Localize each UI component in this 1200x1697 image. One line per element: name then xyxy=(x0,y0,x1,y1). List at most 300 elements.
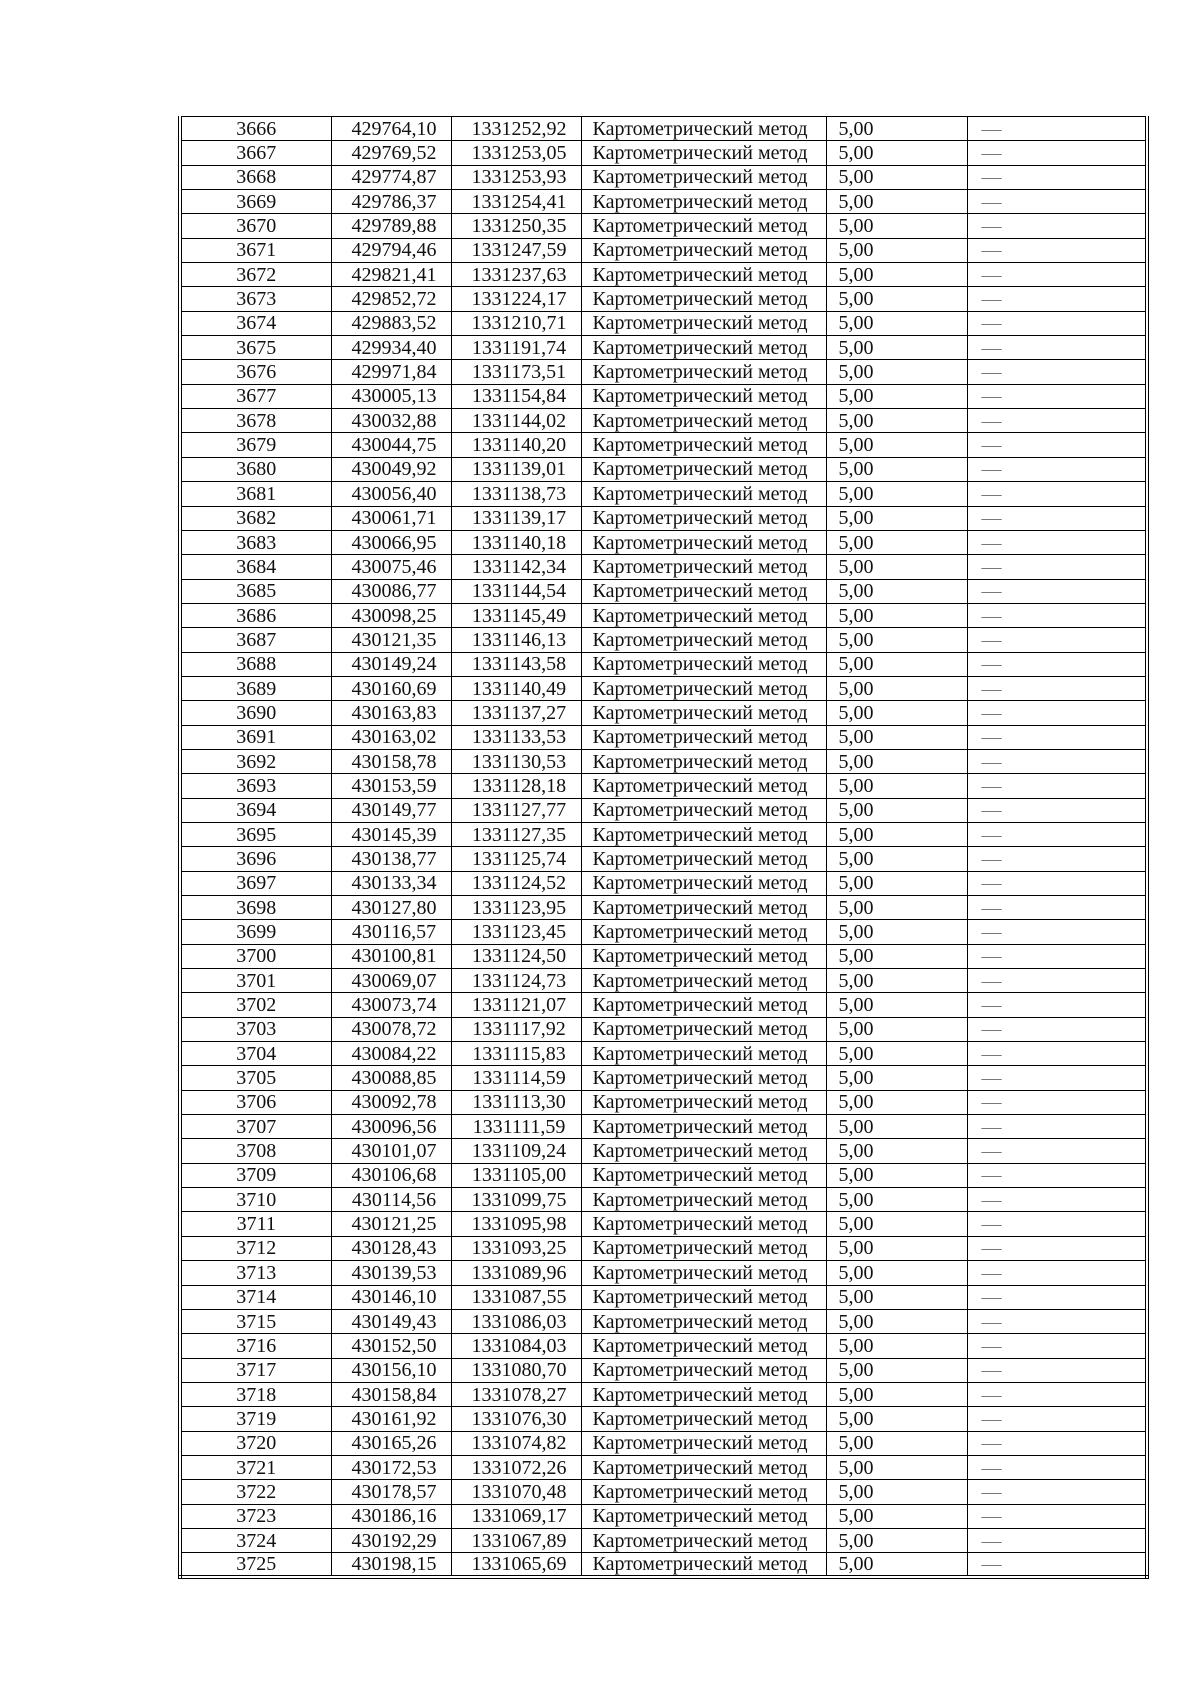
point-number-cell: 3701 xyxy=(180,969,331,993)
note-cell: — xyxy=(967,725,1147,749)
table-row xyxy=(180,1528,1147,1552)
table-row xyxy=(180,1334,1147,1358)
x-coordinate-cell: 430056,40 xyxy=(331,482,451,506)
table-row xyxy=(180,749,1147,773)
point-number-cell: 3694 xyxy=(180,798,331,822)
table-row xyxy=(180,165,1147,189)
method-cell: Картометрический метод xyxy=(581,1066,826,1090)
x-coordinate-cell: 430163,83 xyxy=(331,701,451,725)
point-number-cell: 3676 xyxy=(180,360,331,384)
method-cell: Картометрический метод xyxy=(581,920,826,944)
y-coordinate-cell: 1331237,63 xyxy=(451,263,581,287)
method-cell: Картометрический метод xyxy=(581,1139,826,1163)
method-cell: Картометрический метод xyxy=(581,384,826,408)
accuracy-cell: 5,00 xyxy=(826,1188,967,1212)
note-cell: — xyxy=(967,1455,1147,1479)
point-number-cell: 3677 xyxy=(180,384,331,408)
note-cell: — xyxy=(967,749,1147,773)
accuracy-cell: 5,00 xyxy=(826,1163,967,1187)
x-coordinate-cell: 430101,07 xyxy=(331,1139,451,1163)
table-row xyxy=(180,1212,1147,1236)
y-coordinate-cell: 1331133,53 xyxy=(451,725,581,749)
point-number-cell: 3669 xyxy=(180,190,331,214)
x-coordinate-cell: 430106,68 xyxy=(331,1163,451,1187)
y-coordinate-cell: 1331078,27 xyxy=(451,1382,581,1406)
note-cell: — xyxy=(967,555,1147,579)
point-number-cell: 3696 xyxy=(180,847,331,871)
table-row xyxy=(180,1431,1147,1455)
point-number-cell: 3678 xyxy=(180,409,331,433)
note-cell: — xyxy=(967,214,1147,238)
table-row xyxy=(180,1042,1147,1066)
x-coordinate-cell: 430049,92 xyxy=(331,457,451,481)
point-number-cell: 3708 xyxy=(180,1139,331,1163)
table-row xyxy=(180,1261,1147,1285)
note-cell: — xyxy=(967,652,1147,676)
y-coordinate-cell: 1331074,82 xyxy=(451,1431,581,1455)
method-cell: Картометрический метод xyxy=(581,1431,826,1455)
method-cell: Картометрический метод xyxy=(581,1407,826,1431)
method-cell: Картометрический метод xyxy=(581,1115,826,1139)
accuracy-cell: 5,00 xyxy=(826,1261,967,1285)
method-cell: Картометрический метод xyxy=(581,628,826,652)
y-coordinate-cell: 1331114,59 xyxy=(451,1066,581,1090)
table-row xyxy=(180,993,1147,1017)
y-coordinate-cell: 1331210,71 xyxy=(451,311,581,335)
x-coordinate-cell: 429774,87 xyxy=(331,165,451,189)
x-coordinate-cell: 430138,77 xyxy=(331,847,451,871)
accuracy-cell: 5,00 xyxy=(826,725,967,749)
table-row xyxy=(180,336,1147,360)
x-coordinate-cell: 429852,72 xyxy=(331,287,451,311)
point-number-cell: 3710 xyxy=(180,1188,331,1212)
method-cell: Картометрический метод xyxy=(581,896,826,920)
table-row xyxy=(180,384,1147,408)
accuracy-cell: 5,00 xyxy=(826,1309,967,1333)
method-cell: Картометрический метод xyxy=(581,336,826,360)
y-coordinate-cell: 1331111,59 xyxy=(451,1115,581,1139)
x-coordinate-cell: 430178,57 xyxy=(331,1480,451,1504)
note-cell: — xyxy=(967,360,1147,384)
accuracy-cell: 5,00 xyxy=(826,1212,967,1236)
point-number-cell: 3715 xyxy=(180,1309,331,1333)
x-coordinate-cell: 429764,10 xyxy=(331,117,451,141)
method-cell: Картометрический метод xyxy=(581,238,826,262)
accuracy-cell: 5,00 xyxy=(826,1042,967,1066)
table-row xyxy=(180,701,1147,725)
method-cell: Картометрический метод xyxy=(581,457,826,481)
table-row xyxy=(180,1017,1147,1041)
accuracy-cell: 5,00 xyxy=(826,1480,967,1504)
note-cell: — xyxy=(967,530,1147,554)
note-cell: — xyxy=(967,871,1147,895)
point-number-cell: 3693 xyxy=(180,774,331,798)
table-row xyxy=(180,1115,1147,1139)
accuracy-cell: 5,00 xyxy=(826,530,967,554)
accuracy-cell: 5,00 xyxy=(826,871,967,895)
method-cell: Картометрический метод xyxy=(581,822,826,846)
y-coordinate-cell: 1331089,96 xyxy=(451,1261,581,1285)
method-cell: Картометрический метод xyxy=(581,1017,826,1041)
accuracy-cell: 5,00 xyxy=(826,1236,967,1260)
note-cell: — xyxy=(967,117,1147,141)
point-number-cell: 3666 xyxy=(180,117,331,141)
table-row xyxy=(180,1382,1147,1406)
note-cell: — xyxy=(967,603,1147,627)
note-cell: — xyxy=(967,676,1147,700)
note-cell: — xyxy=(967,1334,1147,1358)
y-coordinate-cell: 1331247,59 xyxy=(451,238,581,262)
table-row xyxy=(180,774,1147,798)
x-coordinate-cell: 429794,46 xyxy=(331,238,451,262)
method-cell: Картометрический метод xyxy=(581,1382,826,1406)
method-cell: Картометрический метод xyxy=(581,774,826,798)
y-coordinate-cell: 1331130,53 xyxy=(451,749,581,773)
table-row xyxy=(180,896,1147,920)
table-row xyxy=(180,920,1147,944)
y-coordinate-cell: 1331084,03 xyxy=(451,1334,581,1358)
accuracy-cell: 5,00 xyxy=(826,336,967,360)
x-coordinate-cell: 430116,57 xyxy=(331,920,451,944)
table-row xyxy=(180,1553,1147,1577)
table-row xyxy=(180,847,1147,871)
table-row xyxy=(180,1504,1147,1528)
y-coordinate-cell: 1331140,20 xyxy=(451,433,581,457)
x-coordinate-cell: 430133,34 xyxy=(331,871,451,895)
point-number-cell: 3689 xyxy=(180,676,331,700)
table-row xyxy=(180,214,1147,238)
x-coordinate-cell: 429786,37 xyxy=(331,190,451,214)
x-coordinate-cell: 430156,10 xyxy=(331,1358,451,1382)
table-row xyxy=(180,1163,1147,1187)
table-row xyxy=(180,190,1147,214)
x-coordinate-cell: 430073,74 xyxy=(331,993,451,1017)
table-row xyxy=(180,1480,1147,1504)
y-coordinate-cell: 1331072,26 xyxy=(451,1455,581,1479)
table-row xyxy=(180,1309,1147,1333)
table-row xyxy=(180,1285,1147,1309)
note-cell: — xyxy=(967,920,1147,944)
method-cell: Картометрический метод xyxy=(581,969,826,993)
method-cell: Картометрический метод xyxy=(581,530,826,554)
y-coordinate-cell: 1331139,01 xyxy=(451,457,581,481)
method-cell: Картометрический метод xyxy=(581,871,826,895)
y-coordinate-cell: 1331191,74 xyxy=(451,336,581,360)
point-number-cell: 3722 xyxy=(180,1480,331,1504)
y-coordinate-cell: 1331127,77 xyxy=(451,798,581,822)
table-row xyxy=(180,555,1147,579)
y-coordinate-cell: 1331144,02 xyxy=(451,409,581,433)
point-number-cell: 3724 xyxy=(180,1528,331,1552)
x-coordinate-cell: 430092,78 xyxy=(331,1090,451,1114)
x-coordinate-cell: 430158,84 xyxy=(331,1382,451,1406)
method-cell: Картометрический метод xyxy=(581,1553,826,1577)
accuracy-cell: 5,00 xyxy=(826,579,967,603)
note-cell: — xyxy=(967,798,1147,822)
note-cell: — xyxy=(967,482,1147,506)
method-cell: Картометрический метод xyxy=(581,1212,826,1236)
table-row xyxy=(180,1236,1147,1260)
x-coordinate-cell: 430086,77 xyxy=(331,579,451,603)
table-row xyxy=(180,676,1147,700)
x-coordinate-cell: 430186,16 xyxy=(331,1504,451,1528)
note-cell: — xyxy=(967,1115,1147,1139)
point-number-cell: 3686 xyxy=(180,603,331,627)
y-coordinate-cell: 1331154,84 xyxy=(451,384,581,408)
y-coordinate-cell: 1331076,30 xyxy=(451,1407,581,1431)
x-coordinate-cell: 430149,43 xyxy=(331,1309,451,1333)
accuracy-cell: 5,00 xyxy=(826,774,967,798)
point-number-cell: 3682 xyxy=(180,506,331,530)
method-cell: Картометрический метод xyxy=(581,798,826,822)
y-coordinate-cell: 1331105,00 xyxy=(451,1163,581,1187)
x-coordinate-cell: 429971,84 xyxy=(331,360,451,384)
point-number-cell: 3685 xyxy=(180,579,331,603)
y-coordinate-cell: 1331099,75 xyxy=(451,1188,581,1212)
table-row xyxy=(180,360,1147,384)
accuracy-cell: 5,00 xyxy=(826,287,967,311)
accuracy-cell: 5,00 xyxy=(826,896,967,920)
y-coordinate-cell: 1331254,41 xyxy=(451,190,581,214)
x-coordinate-cell: 430084,22 xyxy=(331,1042,451,1066)
point-number-cell: 3671 xyxy=(180,238,331,262)
point-number-cell: 3667 xyxy=(180,141,331,165)
point-number-cell: 3714 xyxy=(180,1285,331,1309)
point-number-cell: 3719 xyxy=(180,1407,331,1431)
point-number-cell: 3711 xyxy=(180,1212,331,1236)
point-number-cell: 3683 xyxy=(180,530,331,554)
point-number-cell: 3706 xyxy=(180,1090,331,1114)
point-number-cell: 3705 xyxy=(180,1066,331,1090)
note-cell: — xyxy=(967,1163,1147,1187)
accuracy-cell: 5,00 xyxy=(826,190,967,214)
accuracy-cell: 5,00 xyxy=(826,360,967,384)
x-coordinate-cell: 430192,29 xyxy=(331,1528,451,1552)
note-cell: — xyxy=(967,287,1147,311)
y-coordinate-cell: 1331123,45 xyxy=(451,920,581,944)
note-cell: — xyxy=(967,822,1147,846)
y-coordinate-cell: 1331065,69 xyxy=(451,1553,581,1577)
y-coordinate-cell: 1331113,30 xyxy=(451,1090,581,1114)
note-cell: — xyxy=(967,1066,1147,1090)
point-number-cell: 3670 xyxy=(180,214,331,238)
accuracy-cell: 5,00 xyxy=(826,1285,967,1309)
point-number-cell: 3703 xyxy=(180,1017,331,1041)
method-cell: Картометрический метод xyxy=(581,482,826,506)
y-coordinate-cell: 1331115,83 xyxy=(451,1042,581,1066)
accuracy-cell: 5,00 xyxy=(826,798,967,822)
table-row xyxy=(180,530,1147,554)
table-row xyxy=(180,652,1147,676)
x-coordinate-cell: 430163,02 xyxy=(331,725,451,749)
x-coordinate-cell: 430005,13 xyxy=(331,384,451,408)
accuracy-cell: 5,00 xyxy=(826,409,967,433)
note-cell: — xyxy=(967,190,1147,214)
y-coordinate-cell: 1331087,55 xyxy=(451,1285,581,1309)
accuracy-cell: 5,00 xyxy=(826,457,967,481)
accuracy-cell: 5,00 xyxy=(826,1090,967,1114)
accuracy-cell: 5,00 xyxy=(826,1017,967,1041)
x-coordinate-cell: 430145,39 xyxy=(331,822,451,846)
note-cell: — xyxy=(967,506,1147,530)
method-cell: Картометрический метод xyxy=(581,725,826,749)
point-number-cell: 3698 xyxy=(180,896,331,920)
note-cell: — xyxy=(967,1236,1147,1260)
method-cell: Картометрический метод xyxy=(581,847,826,871)
y-coordinate-cell: 1331121,07 xyxy=(451,993,581,1017)
note-cell: — xyxy=(967,1261,1147,1285)
note-cell: — xyxy=(967,774,1147,798)
point-number-cell: 3704 xyxy=(180,1042,331,1066)
point-number-cell: 3712 xyxy=(180,1236,331,1260)
point-number-cell: 3684 xyxy=(180,555,331,579)
method-cell: Картометрический метод xyxy=(581,360,826,384)
x-coordinate-cell: 430127,80 xyxy=(331,896,451,920)
method-cell: Картометрический метод xyxy=(581,190,826,214)
table-row xyxy=(180,1139,1147,1163)
method-cell: Картометрический метод xyxy=(581,287,826,311)
x-coordinate-cell: 430114,56 xyxy=(331,1188,451,1212)
method-cell: Картометрический метод xyxy=(581,1163,826,1187)
point-number-cell: 3681 xyxy=(180,482,331,506)
y-coordinate-cell: 1331123,95 xyxy=(451,896,581,920)
table-row xyxy=(180,1407,1147,1431)
method-cell: Картометрический метод xyxy=(581,603,826,627)
note-cell: — xyxy=(967,1528,1147,1552)
x-coordinate-cell: 430098,25 xyxy=(331,603,451,627)
accuracy-cell: 5,00 xyxy=(826,1382,967,1406)
table-row xyxy=(180,141,1147,165)
x-coordinate-cell: 429821,41 xyxy=(331,263,451,287)
y-coordinate-cell: 1331117,92 xyxy=(451,1017,581,1041)
x-coordinate-cell: 429934,40 xyxy=(331,336,451,360)
point-number-cell: 3713 xyxy=(180,1261,331,1285)
accuracy-cell: 5,00 xyxy=(826,214,967,238)
note-cell: — xyxy=(967,1017,1147,1041)
y-coordinate-cell: 1331137,27 xyxy=(451,701,581,725)
note-cell: — xyxy=(967,1090,1147,1114)
accuracy-cell: 5,00 xyxy=(826,1431,967,1455)
x-coordinate-cell: 430121,25 xyxy=(331,1212,451,1236)
x-coordinate-cell: 430069,07 xyxy=(331,969,451,993)
method-cell: Картометрический метод xyxy=(581,311,826,335)
accuracy-cell: 5,00 xyxy=(826,506,967,530)
table-row xyxy=(180,1066,1147,1090)
method-cell: Картометрический метод xyxy=(581,1236,826,1260)
table-row xyxy=(180,798,1147,822)
x-coordinate-cell: 429769,52 xyxy=(331,141,451,165)
table-row xyxy=(180,822,1147,846)
y-coordinate-cell: 1331146,13 xyxy=(451,628,581,652)
point-number-cell: 3688 xyxy=(180,652,331,676)
x-coordinate-cell: 430149,24 xyxy=(331,652,451,676)
y-coordinate-cell: 1331173,51 xyxy=(451,360,581,384)
method-cell: Картометрический метод xyxy=(581,165,826,189)
note-cell: — xyxy=(967,1285,1147,1309)
accuracy-cell: 5,00 xyxy=(826,311,967,335)
point-number-cell: 3674 xyxy=(180,311,331,335)
table-row xyxy=(180,1090,1147,1114)
method-cell: Картометрический метод xyxy=(581,555,826,579)
point-number-cell: 3691 xyxy=(180,725,331,749)
point-number-cell: 3725 xyxy=(180,1553,331,1577)
x-coordinate-cell: 429789,88 xyxy=(331,214,451,238)
x-coordinate-cell: 430172,53 xyxy=(331,1455,451,1479)
accuracy-cell: 5,00 xyxy=(826,993,967,1017)
note-cell: — xyxy=(967,433,1147,457)
method-cell: Картометрический метод xyxy=(581,701,826,725)
x-coordinate-cell: 430160,69 xyxy=(331,676,451,700)
y-coordinate-cell: 1331144,54 xyxy=(451,579,581,603)
accuracy-cell: 5,00 xyxy=(826,263,967,287)
table-row xyxy=(180,433,1147,457)
x-coordinate-cell: 430044,75 xyxy=(331,433,451,457)
method-cell: Картометрический метод xyxy=(581,1480,826,1504)
accuracy-cell: 5,00 xyxy=(826,969,967,993)
x-coordinate-cell: 430161,92 xyxy=(331,1407,451,1431)
x-coordinate-cell: 430100,81 xyxy=(331,944,451,968)
coordinates-table xyxy=(178,116,1149,1579)
y-coordinate-cell: 1331080,70 xyxy=(451,1358,581,1382)
method-cell: Картометрический метод xyxy=(581,141,826,165)
point-number-cell: 3700 xyxy=(180,944,331,968)
y-coordinate-cell: 1331250,35 xyxy=(451,214,581,238)
note-cell: — xyxy=(967,1042,1147,1066)
table-row xyxy=(180,409,1147,433)
accuracy-cell: 5,00 xyxy=(826,652,967,676)
table-row xyxy=(180,579,1147,603)
table-row xyxy=(180,1188,1147,1212)
point-number-cell: 3687 xyxy=(180,628,331,652)
table-row xyxy=(180,871,1147,895)
method-cell: Картометрический метод xyxy=(581,263,826,287)
accuracy-cell: 5,00 xyxy=(826,482,967,506)
x-coordinate-cell: 430121,35 xyxy=(331,628,451,652)
table-row xyxy=(180,311,1147,335)
point-number-cell: 3718 xyxy=(180,1382,331,1406)
note-cell: — xyxy=(967,384,1147,408)
accuracy-cell: 5,00 xyxy=(826,238,967,262)
y-coordinate-cell: 1331252,92 xyxy=(451,117,581,141)
x-coordinate-cell: 430146,10 xyxy=(331,1285,451,1309)
accuracy-cell: 5,00 xyxy=(826,1066,967,1090)
note-cell: — xyxy=(967,141,1147,165)
point-number-cell: 3720 xyxy=(180,1431,331,1455)
accuracy-cell: 5,00 xyxy=(826,944,967,968)
y-coordinate-cell: 1331124,52 xyxy=(451,871,581,895)
accuracy-cell: 5,00 xyxy=(826,749,967,773)
accuracy-cell: 5,00 xyxy=(826,384,967,408)
note-cell: — xyxy=(967,457,1147,481)
accuracy-cell: 5,00 xyxy=(826,1553,967,1577)
method-cell: Картометрический метод xyxy=(581,1042,826,1066)
accuracy-cell: 5,00 xyxy=(826,1407,967,1431)
coordinates-table-body xyxy=(180,117,1147,1578)
note-cell: — xyxy=(967,238,1147,262)
point-number-cell: 3673 xyxy=(180,287,331,311)
note-cell: — xyxy=(967,1431,1147,1455)
table-row xyxy=(180,506,1147,530)
method-cell: Картометрический метод xyxy=(581,506,826,530)
table-row xyxy=(180,628,1147,652)
note-cell: — xyxy=(967,1358,1147,1382)
point-number-cell: 3680 xyxy=(180,457,331,481)
note-cell: — xyxy=(967,969,1147,993)
y-coordinate-cell: 1331067,89 xyxy=(451,1528,581,1552)
note-cell: — xyxy=(967,1504,1147,1528)
note-cell: — xyxy=(967,1212,1147,1236)
method-cell: Картометрический метод xyxy=(581,1285,826,1309)
